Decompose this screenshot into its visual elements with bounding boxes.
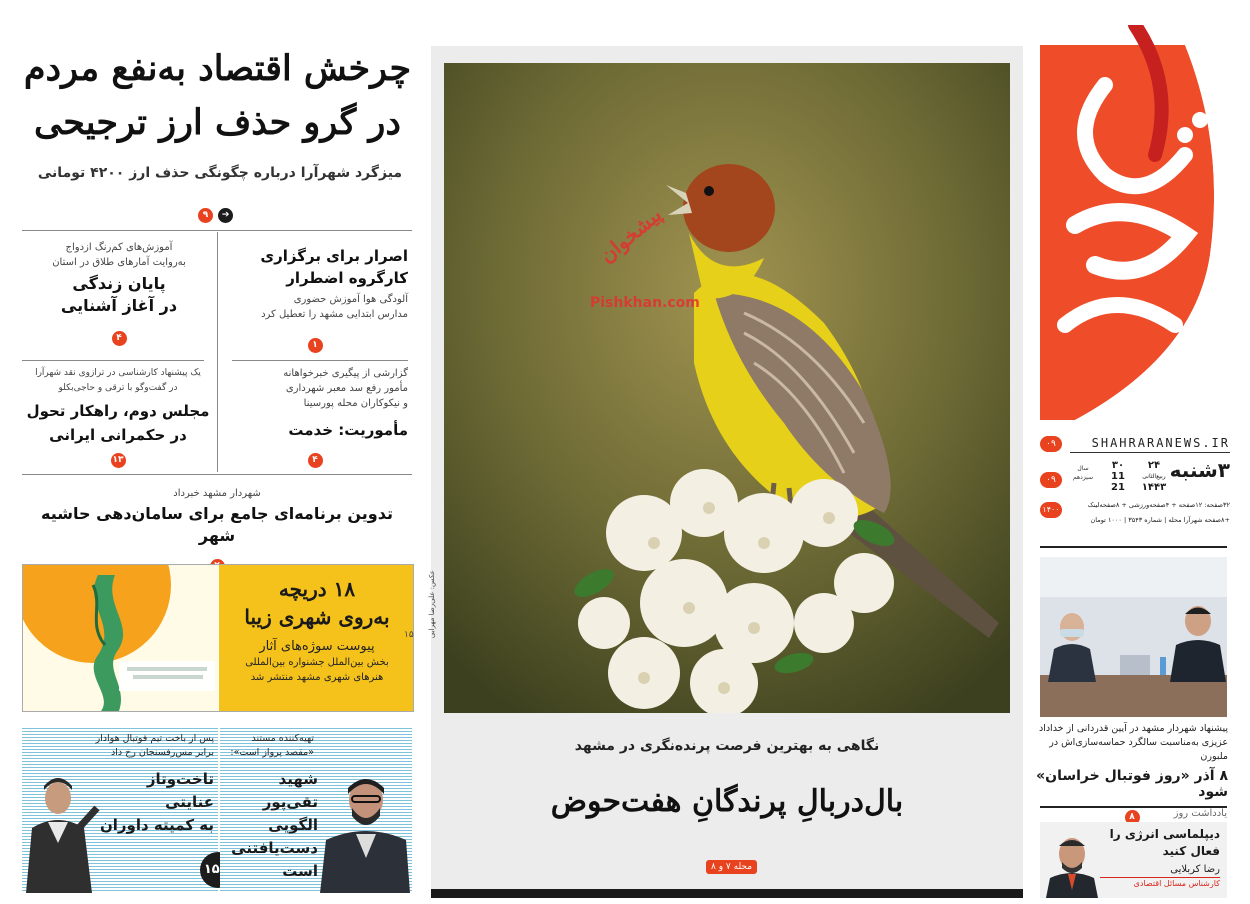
story-title: ۸ آذر «روز فوتبال خراسان» شود [1036,768,1228,800]
hijri-date: ۲۴ ربیع‌الثانی ۱۴۴۳ [1141,460,1167,493]
page-number-badge: ۴ [112,331,127,346]
site-url[interactable]: SHAHRARANEWS.IR [1091,436,1230,450]
cover-title[interactable]: بال‌دربالِ پرندگانِ هفت‌حوض [550,784,904,819]
feature-artwork-image [23,565,219,711]
story-kicker: گزارشی از پیگیری خبرخواهانه مأمور رفع سد معبر شهرداری و نیکوکاران محله پورسینا [283,368,408,409]
page-number-badge: ۱ [308,338,323,353]
coach-photo [22,768,100,893]
story-mission-service[interactable] [222,366,408,468]
author-photo [1044,828,1100,898]
volume: سال سیزدهم [1073,465,1093,481]
sport-story-enayati[interactable] [22,728,218,893]
divider [22,230,412,231]
column-label: یادداشت روز [1173,808,1227,819]
opinion-column[interactable] [1040,822,1227,898]
badge-month: ۰۹ [1040,472,1062,488]
story-desc: آلودگی هوا آموزش حضوری مدارس ابتدایی مشهد را تعطیل کرد [261,294,408,320]
feature-page-number: ۱۵ [404,630,414,640]
story-kicker: آموزش‌های کم‌رنگ ازدواج به‌روایت آمارهای طلاق در استان [52,242,186,268]
story-title: مجلس دوم، راهکار تحول در حکمرانی ایرانی [26,402,210,444]
divider [217,232,218,472]
watermark-fa: پیشخوان [594,202,667,268]
main-headline-line2: در گرو حذف ارز ترجیحی [34,102,401,143]
story-title: تدوین برنامه‌ای جامع برای سامان‌دهی حاشیه شهر [41,504,393,545]
page-number-badge: ۱۳ [111,453,126,468]
column-author-role: کارشناس مسائل اقتصادی [1133,879,1220,888]
story-air-pollution[interactable] [222,242,408,353]
feature-desc: پیوست سوژه‌های آثار بخش بین‌الملل جشنواره بین‌المللی هنرهای شهری مشهد منتشر شد [245,639,389,683]
divider [22,360,204,361]
center-bottom-bar [431,889,1023,898]
ceremony-photo[interactable] [1040,557,1227,717]
divider [1070,452,1230,453]
watermark-en: Pishkhan.com [590,295,700,311]
main-page-ref[interactable] [198,202,233,223]
divider [1100,877,1220,878]
bird-photo[interactable] [444,63,1010,713]
divider [232,360,408,361]
story-kicker: شهردار مشهد خبرداد [173,488,261,499]
feature-urban-art[interactable] [22,564,414,712]
story-title: پایان زندگی در آغاز آشنایی [60,274,178,315]
story-kicker: یک پیشنهاد کارشناسی در ترازوی نقد شهرآرا در گفت‌وگو با ترقی و حاجی‌بکلو [35,368,201,393]
main-subheadline: میزگرد شهرآرا درباره چگونگی حذف ارز ۴۲۰۰ تومانی [37,165,403,181]
issue-line: +۸صفحه شهرآرا محله | شماره ۳۵۴۳ | ۱۰۰۰ تومان [1090,516,1230,524]
story-title: شهید تقی‌پور الگویی دست‌یافتنی است [231,770,318,880]
story-title: تاخت‌وتاز عنایتی به کمیته داوران [99,770,214,834]
weekday: ۳شنبه [1169,458,1230,482]
gregorian-date: ۳۰ 11 21 [1111,460,1125,493]
cover-page-ref[interactable]: محله ۷ و ۸ [706,860,757,874]
cover-kicker: نگاهی به بهترین فرصت پرنده‌نگری در مشهد [574,738,880,754]
page-number-badge: ۸ [1125,810,1140,825]
producer-photo [316,768,412,893]
feature-title: ۱۸ دریچه به‌روی شهری زیبا [244,577,390,629]
story-kicker: پس از باخت تیم فوتبال هوادار برابر مس‌رفسنجان رخ داد [95,733,214,758]
photo-credit: عکس: علی‌رضا مهرابی [428,570,436,639]
sport-story-documentary[interactable] [220,728,412,893]
page-number-badge: ۴ [308,453,323,468]
story-kicker: تهیه‌کننده مستند «مقصد پرواز است»: [230,733,314,758]
feature-text [223,565,411,711]
page-number-badge: ۹ [198,208,213,223]
divider [1040,546,1227,548]
masthead-info [1040,432,1230,532]
story-marriage[interactable] [26,240,212,346]
main-headline[interactable] [15,42,420,150]
column-title: دیپلماسی انرژی را فعال کنید [1109,827,1220,858]
divider [22,474,412,475]
story-parliament[interactable] [24,366,212,468]
story-desc: پیشنهاد شهردار مشهد در آیین قدردانی از خداداد عزیزی به‌مناسبت سالگرد حماسه‌سازی‌اش در ملبورن [1038,723,1228,762]
badge-year: ۱۴۰۰ [1040,502,1062,518]
story-mayor-plan[interactable] [22,486,412,574]
sport-page-badge: ۱۵ [200,852,236,888]
column-author: رضا کربلایی [1170,864,1220,875]
arrow-left-icon: ➔ [218,208,233,223]
newspaper-logo[interactable] [1035,25,1230,425]
story-title: مأموریت: خدمت [288,421,408,439]
main-headline-line1: چرخش اقتصاد به‌نفع مردم [23,48,412,89]
story-title: اصرار برای برگزاری کارگروه اضطرار [260,247,408,287]
pages-line: ۳۲صفحه: ۱۲صفحه + ۴صفحه‌ورزشی + ۸صفحه‌لینک [1087,501,1230,509]
badge-day: ۰۹ [1040,436,1062,452]
